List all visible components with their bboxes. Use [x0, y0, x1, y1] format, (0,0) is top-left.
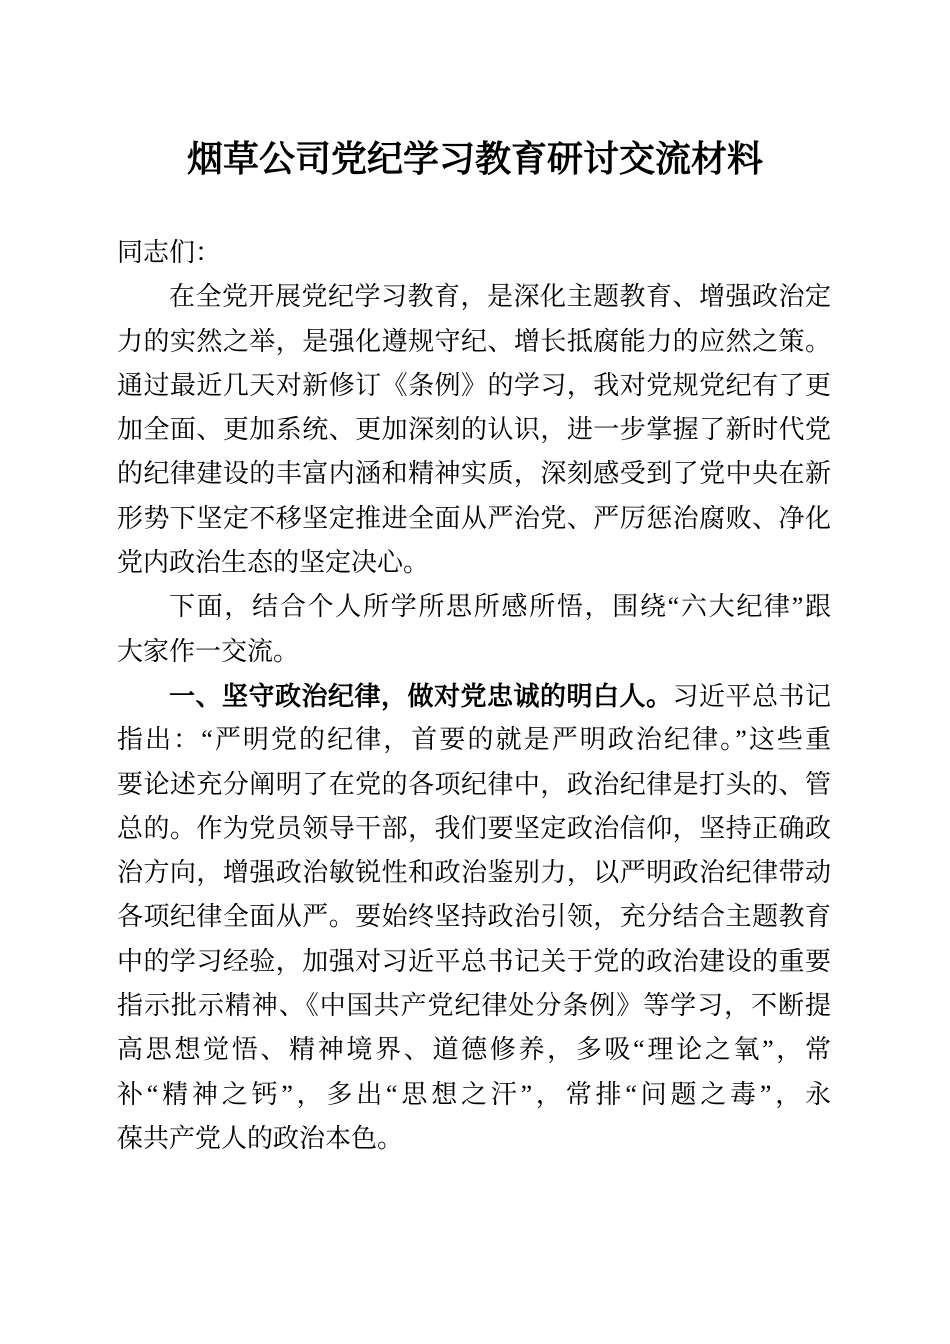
document-title: 烟草公司党纪学习教育研讨交流材料 — [186, 139, 763, 179]
section-heading: 一、坚守政治纪律，做对党忠诚的明白人。 — [169, 680, 673, 711]
paragraph-text: 习近平总书记 — [672, 681, 831, 711]
paragraph-line: 要论述充分阐明了在党的各项纪律中，政治纪律是打头的、管 — [117, 769, 831, 799]
paragraph-line: 高思想觉悟、精神境界、道德修养，多吸“理论之氧”，常 — [117, 1035, 831, 1065]
paragraph-line: 在全党开展党纪学习教育，是深化主题教育、增强政治定 — [169, 282, 831, 312]
paragraph-line: 通过最近几天对新修订《条例》的学习，我对党规党纪有了更 — [117, 370, 831, 400]
paragraph-line: 党内政治生态的坚定决心。 — [117, 548, 430, 578]
paragraph-line: 形势下坚定不移坚定推进全面从严治党、严厉惩治腐败、净化 — [117, 503, 831, 533]
salutation: 同志们： — [117, 238, 222, 267]
paragraph-line: 中的学习经验，加强对习近平总书记关于党的政治建设的重要 — [117, 946, 831, 976]
paragraph-line: 大家作一交流。 — [117, 636, 300, 666]
paragraph-line: 下面，结合个人所学所思所感所悟，围绕“六大纪律”跟 — [169, 592, 831, 622]
paragraph-line: 各项纪律全面从严。要始终坚持政治引领，充分结合主题教育 — [117, 902, 831, 932]
paragraph-line: 葆共产党人的政治本色。 — [117, 1123, 404, 1153]
paragraph-line: 力的实然之举，是强化遵规守纪、增长抵腐能力的应然之策。 — [117, 326, 831, 356]
paragraph-line — [117, 674, 831, 718]
paragraph-line: 的纪律建设的丰富内涵和精神实质，深刻感受到了党中央在新 — [117, 459, 831, 489]
document-body — [117, 231, 831, 1161]
paragraph-line: 治方向，增强政治敏锐性和政治鉴别力，以严明政治纪律带动 — [117, 858, 831, 888]
paragraph-line: 指出：“严明党的纪律，首要的就是严明政治纪律。”这些重 — [117, 725, 831, 755]
paragraph-line: 总的。作为党员领导干部，我们要坚定政治信仰，坚持正确政 — [117, 813, 831, 843]
paragraph-line: 加全面、更加系统、更加深刻的认识，进一步掌握了新时代党 — [117, 415, 831, 445]
paragraph-line: 补“精神之钙”，多出“思想之汗”，常排“问题之毒”，永 — [117, 1079, 831, 1109]
paragraph-line: 指示批示精神、《中国共产党纪律处分条例》等学习，不断提 — [117, 991, 831, 1021]
